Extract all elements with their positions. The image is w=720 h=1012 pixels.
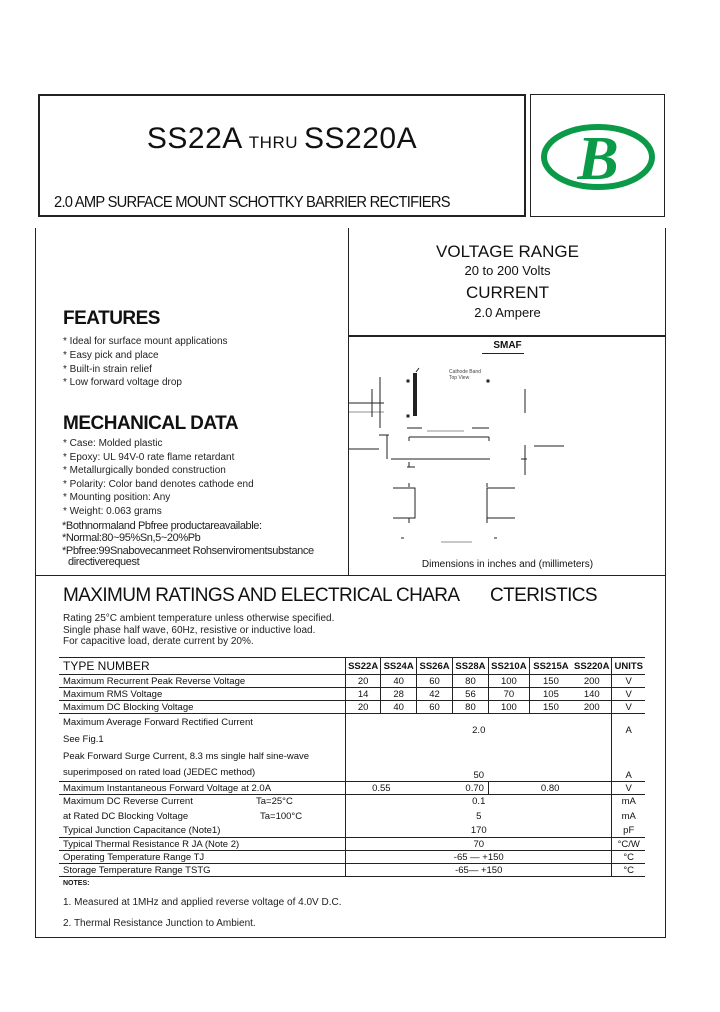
cell: 20 bbox=[346, 701, 381, 714]
table-row bbox=[59, 748, 645, 765]
cell: 80 bbox=[453, 701, 489, 714]
column-header: SS22A bbox=[346, 658, 381, 675]
table-row bbox=[59, 795, 645, 808]
voltage-range-heading: VOLTAGE RANGE bbox=[436, 242, 579, 261]
mechanical-extra: *Pbfree:99Snabovecanmeet Rohsenviromentsubstance bbox=[62, 545, 314, 557]
unit-cell: pF bbox=[612, 825, 645, 838]
ratings-table bbox=[59, 657, 645, 877]
table-row bbox=[59, 808, 645, 825]
rating-condition: For capacitive load, derate current by 20%. bbox=[63, 636, 254, 647]
feature-item: * Easy pick and place bbox=[63, 350, 159, 361]
row-label: Storage Temperature Range TSTG bbox=[63, 864, 211, 876]
unit-cell: °C bbox=[612, 851, 645, 864]
logo-letter: B bbox=[577, 125, 619, 191]
row-label: Typical Thermal Resistance R JA (Note 2) bbox=[63, 838, 240, 850]
notes-heading: NOTES: bbox=[63, 880, 90, 887]
ratings-title: MAXIMUM RATINGS AND ELECTRICAL CHARA bbox=[63, 585, 460, 606]
dimensions-caption: Dimensions in inches and (millimeters) bbox=[421, 559, 594, 570]
column-header: SS220A bbox=[574, 660, 610, 672]
mechanical-item: * Polarity: Color band denotes cathode end bbox=[63, 479, 254, 490]
row-label: Operating Temperature Range TJ bbox=[63, 851, 205, 863]
row-label: superimposed on rated load (JEDEC method) bbox=[63, 767, 256, 779]
cell: 20 bbox=[346, 675, 381, 688]
note-item: 2. Thermal Resistance Junction to Ambient. bbox=[63, 918, 256, 929]
cell: 0.1 bbox=[346, 795, 612, 808]
column-header: SS26A bbox=[417, 658, 453, 675]
units-header: UNITS bbox=[612, 658, 645, 675]
table-header-row bbox=[59, 658, 645, 675]
logo-box bbox=[530, 94, 665, 217]
row-label: Maximum Recurrent Peak Reverse Voltage bbox=[63, 675, 246, 687]
cell: 140 bbox=[583, 688, 600, 700]
cell: 42 bbox=[417, 688, 453, 701]
cell: 14 bbox=[346, 688, 381, 701]
cell: 60 bbox=[417, 701, 453, 714]
features-heading: FEATURES bbox=[63, 308, 160, 329]
cell: 2.0 bbox=[346, 714, 612, 748]
cell: 0.80 bbox=[488, 782, 612, 795]
specs-divider bbox=[348, 335, 666, 337]
row-label: Maximum Average Forward Rectified Current bbox=[63, 716, 253, 728]
table-row bbox=[59, 701, 645, 714]
package-name-underline bbox=[482, 353, 524, 354]
cell: 40 bbox=[381, 675, 417, 688]
package-name: SMAF bbox=[493, 340, 522, 351]
current-value: 2.0 Ampere bbox=[474, 305, 541, 320]
part-to: SS220A bbox=[304, 122, 418, 155]
row-label: Maximum Instantaneous Forward Voltage at 2.0A bbox=[63, 782, 272, 794]
unit-cell: A bbox=[612, 714, 645, 748]
cell: -65— +150 bbox=[346, 864, 612, 877]
current-heading: CURRENT bbox=[465, 283, 550, 302]
section-divider bbox=[35, 575, 666, 576]
brand-logo-icon bbox=[540, 123, 656, 191]
voltage-range-value: 20 to 200 Volts bbox=[464, 263, 551, 278]
cell: 100 bbox=[488, 701, 529, 714]
ratings-title-continued: CTERISTICS bbox=[490, 585, 597, 606]
document-subtitle: 2.0 AMP SURFACE MOUNT SCHOTTKY BARRIER RECTIFIERS bbox=[54, 194, 450, 211]
table-row bbox=[59, 782, 645, 795]
cell: 5 bbox=[346, 808, 612, 825]
table-row bbox=[59, 825, 645, 838]
cell: -65 — +150 bbox=[346, 851, 612, 864]
table-row bbox=[59, 838, 645, 851]
cell: 150 bbox=[529, 701, 572, 714]
column-header: SS215A bbox=[529, 658, 572, 675]
column-header: SS24A bbox=[381, 658, 417, 675]
unit-cell: V bbox=[612, 675, 645, 688]
mechanical-item: * Mounting position: Any bbox=[63, 492, 171, 503]
condition-text: Ta=100°C bbox=[260, 810, 303, 822]
mechanical-item: * Metallurgically bonded construction bbox=[63, 465, 226, 476]
row-label: Peak Forward Surge Current, 8.3 ms single half sine-wave bbox=[63, 750, 310, 762]
unit-cell: V bbox=[612, 688, 645, 701]
cell: 80 bbox=[453, 675, 489, 688]
cell: 150 bbox=[529, 675, 572, 688]
feature-item: * Built-in strain relief bbox=[63, 364, 152, 375]
mechanical-extra: *Bothnormaland Pbfree productareavailable: bbox=[62, 520, 262, 532]
page-title bbox=[40, 122, 524, 156]
cell: 200 bbox=[583, 701, 600, 713]
mechanical-heading: MECHANICAL DATA bbox=[63, 413, 239, 434]
row-label: Maximum RMS Voltage bbox=[63, 688, 163, 700]
title-box bbox=[38, 94, 526, 217]
cell: 0.55 bbox=[346, 782, 417, 795]
cell: 40 bbox=[381, 701, 417, 714]
row-label bbox=[59, 795, 346, 808]
rating-condition: Rating 25°C ambient temperature unless otherwise specified. bbox=[63, 613, 335, 624]
table-row bbox=[59, 688, 645, 701]
mechanical-item: * Epoxy: UL 94V-0 rate flame retardant bbox=[63, 452, 235, 463]
top-view-label: Top View bbox=[449, 375, 470, 381]
cell: 50 bbox=[346, 748, 612, 782]
cell: 0.70 bbox=[465, 782, 484, 794]
row-label: Maximum DC Blocking Voltage bbox=[63, 701, 194, 713]
cell: 28 bbox=[381, 688, 417, 701]
type-number-header: TYPE NUMBER bbox=[63, 659, 150, 673]
cell: 100 bbox=[488, 675, 529, 688]
condition-text: Ta=25°C bbox=[256, 795, 293, 807]
cell: 200 bbox=[583, 675, 600, 687]
table-row bbox=[59, 675, 645, 688]
table-row bbox=[59, 864, 645, 877]
cell: 170 bbox=[346, 825, 612, 838]
cell: 70 bbox=[488, 688, 529, 701]
cell: 105 bbox=[529, 688, 572, 701]
mechanical-extra: *Normal:80~95%Sn,5~20%Pb bbox=[62, 532, 201, 544]
table-row bbox=[59, 714, 645, 731]
unit-cell: V bbox=[612, 782, 645, 795]
part-from: SS22A bbox=[146, 122, 243, 155]
unit-cell: °C bbox=[612, 864, 645, 877]
column-header: SS28A bbox=[453, 658, 489, 675]
rating-condition: Single phase half wave, 60Hz, resistive or inductive load. bbox=[63, 625, 316, 636]
row-label bbox=[59, 808, 346, 825]
mechanical-extra: directiverequest bbox=[68, 556, 140, 568]
note-item: 1. Measured at 1MHz and applied reverse voltage of 4.0V D.C. bbox=[63, 897, 342, 908]
column-header: SS210A bbox=[488, 658, 529, 675]
package-outline-diagram bbox=[349, 355, 666, 565]
feature-item: * Low forward voltage drop bbox=[63, 377, 182, 388]
row-label: Typical Junction Capacitance (Note1) bbox=[63, 825, 221, 837]
cell: 70 bbox=[346, 838, 612, 851]
unit-cell: mA bbox=[612, 808, 645, 825]
mechanical-item: * Case: Molded plastic bbox=[63, 438, 163, 449]
unit-cell: A bbox=[612, 748, 645, 782]
row-label-text: at Rated DC Blocking Voltage bbox=[63, 810, 189, 822]
unit-cell: V bbox=[612, 701, 645, 714]
unit-cell: mA bbox=[612, 795, 645, 808]
cathode-band-label: Cathode Band bbox=[449, 369, 481, 375]
cell: 60 bbox=[417, 675, 453, 688]
thru-label: THRU bbox=[248, 133, 299, 152]
table-row bbox=[59, 851, 645, 864]
row-label: See Fig.1 bbox=[63, 733, 104, 745]
unit-cell: °C/W bbox=[612, 838, 645, 851]
row-label-text: Maximum DC Reverse Current bbox=[63, 795, 193, 807]
feature-item: * Ideal for surface mount applications bbox=[63, 336, 228, 347]
mechanical-item: * Weight: 0.063 grams bbox=[63, 506, 162, 517]
cell: 56 bbox=[453, 688, 489, 701]
